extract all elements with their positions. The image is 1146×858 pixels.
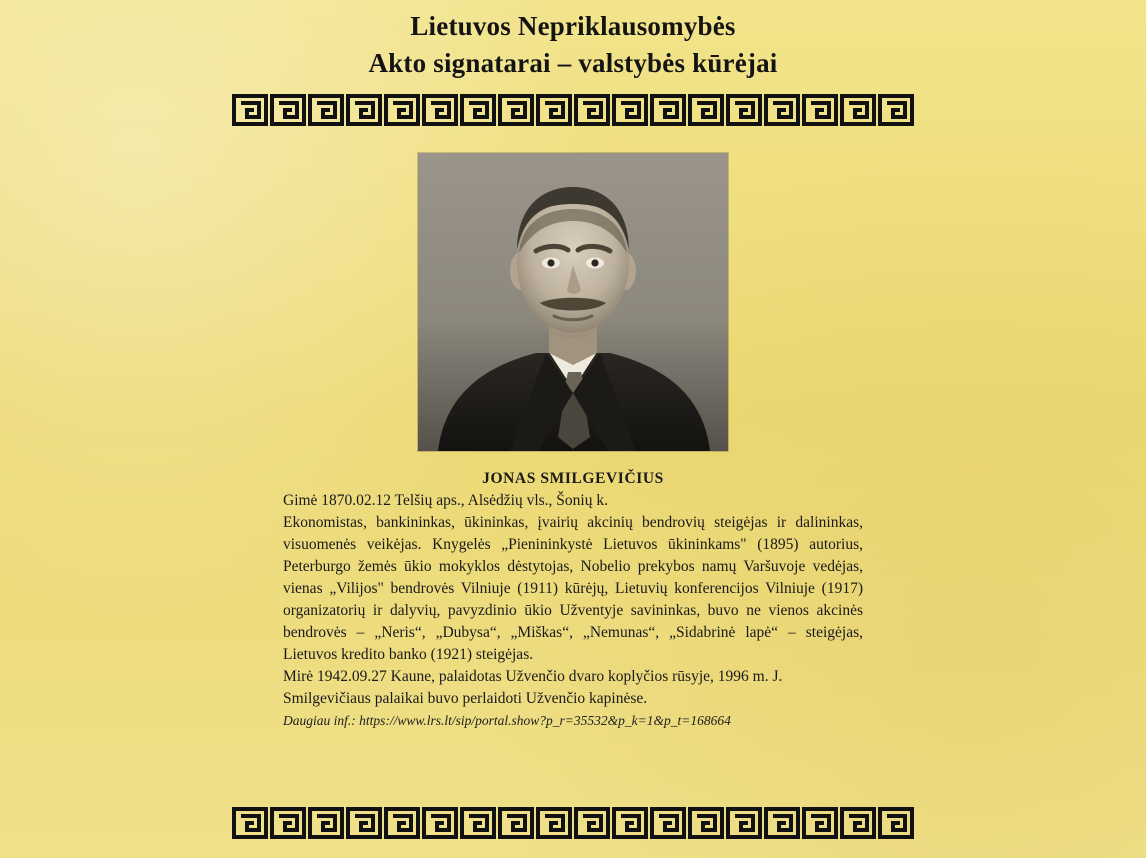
biography-text: Ekonomistas, bankininkas, ūkininkas, įvairių akcinių bendrovių steigėjas ir dalininkas, visuomenės veikėjas. Knygelės „Pienininkystė Lietuvos ūkininkams" (1895) autorius, Peterburgo žemės ūkio mokyklos dėstytojas, Nobelio prekybos namų Varšuvoje vedėjas, vienas „Vilijos" bendrovės Vilniuje (1911) kūrėjų, Lietuvių konferencijos Vilniuje (1917) organizatorių ir dalyvių, pavyzdinio ūkio Užventyje savininkas, buvo ne vienos akcinės bendrovės – „Neris“, „Dubysa“, „Miškas“, „Nemunas“, „Sidabrinė lapė“ – steigėjas, Lietuvos kredito banko (1921) steigėjas. — [283, 513, 863, 663]
greek-key-border-top-icon — [231, 93, 915, 127]
portrait-photo-graphic — [418, 153, 728, 451]
page-title-line-2: Akto signatarai – valstybės kūrėjai — [368, 48, 778, 79]
greek-key-border-bottom-icon — [231, 806, 915, 840]
page-title-line-1: Lietuvos Nepriklausomybės — [410, 11, 736, 41]
death-info: Mirė 1942.09.27 Kaune, palaidotas Užvenčio dvaro koplyčios rūsyje, 1996 m. J. Smilgevičiaus palaikai buvo perlaidoti Užvenčio kapinėse. — [283, 667, 783, 707]
source-link[interactable]: Daugiau inf.: https://www.lrs.lt/sip/portal.show?p_r=35532&p_k=1&p_t=168664 — [283, 712, 731, 728]
portrait-container — [0, 153, 1146, 456]
bottom-ornament-container — [0, 796, 1146, 840]
portrait-image — [418, 153, 728, 451]
person-name: JONAS SMILGEVIČIUS — [482, 469, 664, 487]
biography-block — [283, 470, 863, 731]
birth-info: Gimė 1870.02.12 Telšių aps., Alsėdžių vls., Šonių k. — [283, 491, 608, 509]
poster-header — [0, 0, 1146, 83]
